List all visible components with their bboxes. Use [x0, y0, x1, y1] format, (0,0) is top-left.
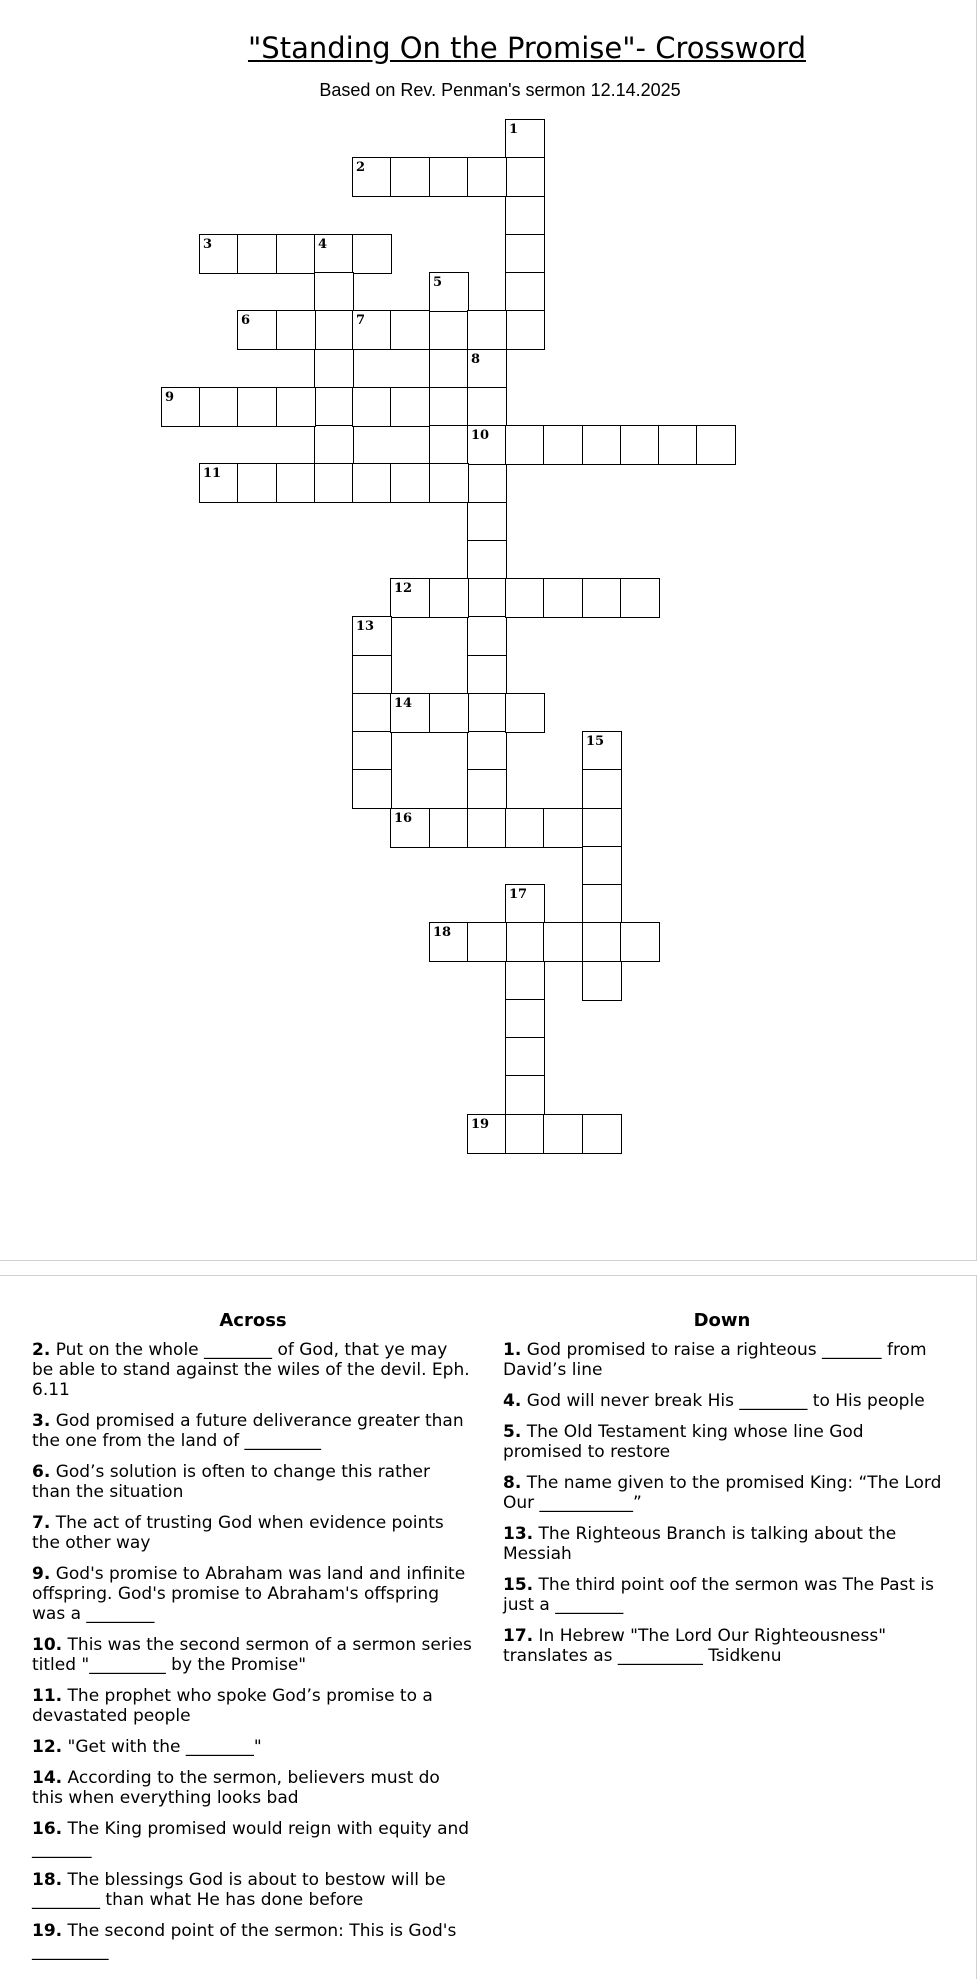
clue-number: 10 [471, 428, 490, 443]
crossword-cell[interactable] [505, 196, 545, 236]
crossword-cell[interactable] [467, 1114, 507, 1154]
crossword-cell[interactable] [467, 616, 507, 656]
crossword-cell[interactable] [429, 693, 469, 733]
down-clue-list [503, 1340, 948, 1677]
clue-number: 19 [471, 1117, 490, 1132]
clue-text: God will never break His ________ to His people [526, 1391, 925, 1411]
clue-number: 14 [394, 696, 413, 711]
page-title: "Standing On the Promise"- Crossword [247, 31, 807, 65]
crossword-cell[interactable] [161, 387, 201, 427]
crossword-cell[interactable] [505, 578, 545, 618]
crossword-cell[interactable] [505, 999, 545, 1039]
clue-text: The third point oof the sermon was The Past is just a ________ [503, 1575, 935, 1615]
down-clue [503, 1473, 948, 1513]
down-clue [503, 1626, 948, 1666]
crossword-cell[interactable] [237, 234, 277, 274]
clue-text: This was the second sermon of a sermon series titled "_________ by the Promise" [32, 1635, 472, 1675]
down-clue [503, 1575, 948, 1615]
crossword-cell[interactable] [314, 425, 354, 465]
down-clue [503, 1524, 948, 1564]
down-heading: Down [693, 1310, 751, 1331]
crossword-cell[interactable] [505, 119, 545, 159]
crossword-cell[interactable] [582, 961, 622, 1001]
crossword-cell[interactable] [467, 731, 507, 771]
clue-text: The prophet who spoke God’s promise to a devastated people [32, 1686, 433, 1726]
clue-text: The Righteous Branch is talking about the Messiah [503, 1524, 897, 1564]
across-clue [32, 1921, 472, 1961]
crossword-cell[interactable] [582, 769, 622, 809]
crossword-cell[interactable] [390, 808, 430, 848]
crossword-cell[interactable] [582, 808, 622, 848]
crossword-cell[interactable] [352, 157, 392, 197]
crossword-cell[interactable] [276, 234, 316, 274]
crossword-cell[interactable] [314, 272, 354, 312]
crossword-cell[interactable] [237, 387, 277, 427]
crossword-cell[interactable] [467, 387, 507, 427]
crossword-cell[interactable] [352, 234, 392, 274]
clue-text: Put on the whole ________ of God, that ye may be able to stand against the wiles of the devil. Eph. 6.11 [32, 1340, 470, 1400]
crossword-cell[interactable] [314, 349, 354, 389]
clue-number: 9. [32, 1564, 51, 1584]
crossword-cell[interactable] [467, 502, 507, 542]
crossword-cell[interactable] [314, 234, 354, 274]
clue-number: 13. [503, 1524, 534, 1544]
crossword-cell[interactable] [352, 731, 392, 771]
crossword-cell[interactable] [314, 387, 354, 427]
clue-number: 6 [241, 313, 251, 328]
crossword-cell[interactable] [582, 884, 622, 924]
crossword-cell[interactable] [505, 157, 545, 197]
crossword-cell[interactable] [582, 922, 622, 962]
crossword-cell[interactable] [467, 310, 507, 350]
down-clue [503, 1391, 948, 1411]
crossword-cell[interactable] [429, 463, 469, 503]
clue-number: 7 [356, 313, 366, 328]
crossword-cell[interactable] [390, 310, 430, 350]
crossword-cell[interactable] [467, 769, 507, 809]
crossword-cell[interactable] [505, 234, 545, 274]
crossword-cell[interactable] [467, 157, 507, 197]
crossword-cell[interactable] [390, 387, 430, 427]
down-clue [503, 1422, 948, 1462]
crossword-cell[interactable] [429, 808, 469, 848]
crossword-cell[interactable] [352, 310, 392, 350]
across-clue [32, 1768, 472, 1808]
crossword-cell[interactable] [505, 1037, 545, 1077]
crossword-cell[interactable] [199, 463, 239, 503]
crossword-cell[interactable] [390, 463, 430, 503]
clue-text: "Get with the ________" [67, 1737, 262, 1757]
across-clue [32, 1340, 472, 1400]
crossword-cell[interactable] [582, 731, 622, 771]
crossword-cell[interactable] [276, 463, 316, 503]
crossword-cell[interactable] [276, 387, 316, 427]
across-clue [32, 1686, 472, 1726]
crossword-cell[interactable] [505, 922, 545, 962]
down-clue [503, 1340, 948, 1380]
crossword-cell[interactable] [620, 425, 660, 465]
clue-number: 2. [32, 1340, 51, 1360]
crossword-cell[interactable] [390, 157, 430, 197]
clue-text: The act of trusting God when evidence points the other way [32, 1513, 444, 1553]
clue-number: 11 [203, 466, 222, 481]
clue-number: 12 [394, 581, 413, 596]
clue-number: 7. [32, 1513, 51, 1533]
crossword-cell[interactable] [505, 1114, 545, 1154]
crossword-cell[interactable] [276, 310, 316, 350]
crossword-cell[interactable] [467, 463, 507, 503]
crossword-cell[interactable] [467, 808, 507, 848]
across-clue [32, 1564, 472, 1624]
across-clue [32, 1635, 472, 1675]
clue-text: The King promised would reign with equity and _______ [32, 1819, 470, 1859]
crossword-cell[interactable] [237, 310, 277, 350]
crossword-cell[interactable] [352, 616, 392, 656]
clue-number: 10. [32, 1635, 63, 1655]
clue-number: 11. [32, 1686, 63, 1706]
crossword-cell[interactable] [505, 1075, 545, 1115]
crossword-cell[interactable] [543, 578, 583, 618]
across-clue [32, 1462, 472, 1502]
across-clue-list [32, 1340, 472, 1972]
clue-number: 9 [165, 390, 175, 405]
clue-number: 17 [509, 887, 528, 902]
crossword-cell[interactable] [543, 425, 583, 465]
crossword-cell[interactable] [505, 425, 545, 465]
crossword-cell[interactable] [582, 425, 622, 465]
across-clue [32, 1819, 472, 1859]
clue-number: 8 [471, 352, 481, 367]
crossword-cell[interactable] [467, 655, 507, 695]
crossword-cell[interactable] [696, 425, 736, 465]
crossword-cell[interactable] [658, 425, 698, 465]
crossword-cell[interactable] [352, 655, 392, 695]
clue-text: In Hebrew "The Lord Our Righteousness" translates as __________ Tsidkenu [503, 1626, 887, 1666]
crossword-cell[interactable] [390, 693, 430, 733]
clue-text: God’s solution is often to change this rather than the situation [32, 1462, 430, 1502]
crossword-cell[interactable] [505, 884, 545, 924]
crossword-cell[interactable] [314, 463, 354, 503]
crossword-cell[interactable] [467, 693, 507, 733]
clue-number: 3. [32, 1411, 51, 1431]
clue-text: According to the sermon, believers must do this when everything looks bad [32, 1768, 440, 1808]
clue-text: God promised a future deliverance greater than the one from the land of _________ [32, 1411, 464, 1451]
clue-text: The Old Testament king whose line God promised to restore [503, 1422, 864, 1462]
crossword-cell[interactable] [429, 387, 469, 427]
clue-text: God's promise to Abraham was land and infinite offspring. God's promise to Abraham's offspring was a ________ [32, 1564, 466, 1624]
crossword-cell[interactable] [505, 693, 545, 733]
clue-number: 6. [32, 1462, 51, 1482]
crossword-cell[interactable] [620, 578, 660, 618]
crossword-cell[interactable] [352, 769, 392, 809]
clue-text: God promised to raise a righteous _______ from David’s line [503, 1340, 927, 1380]
across-heading: Across [219, 1310, 287, 1331]
clue-number: 13 [356, 619, 375, 634]
clue-number: 8. [503, 1473, 522, 1493]
crossword-cell[interactable] [543, 922, 583, 962]
crossword-cell[interactable] [429, 922, 469, 962]
crossword-cell[interactable] [199, 234, 239, 274]
crossword-cell[interactable] [390, 578, 430, 618]
crossword-cell[interactable] [429, 578, 469, 618]
clue-number: 15 [586, 734, 605, 749]
clue-number: 15. [503, 1575, 534, 1595]
clue-number: 4 [318, 237, 328, 252]
clue-number: 16 [394, 811, 413, 826]
crossword-cell[interactable] [352, 463, 392, 503]
crossword-cell[interactable] [543, 808, 583, 848]
crossword-cell[interactable] [505, 808, 545, 848]
clue-number: 18 [433, 925, 452, 940]
clue-number: 5. [503, 1422, 522, 1442]
crossword-cell[interactable] [429, 425, 469, 465]
clue-number: 3 [203, 237, 213, 252]
clue-text: The blessings God is about to bestow will be ________ than what He has done before [32, 1870, 446, 1910]
crossword-cell[interactable] [582, 846, 622, 886]
crossword-cell[interactable] [429, 272, 469, 312]
crossword-cell[interactable] [314, 310, 354, 350]
across-clue [32, 1737, 472, 1757]
clue-number: 1 [509, 122, 519, 137]
crossword-cell[interactable] [505, 961, 545, 1001]
clue-number: 19. [32, 1921, 63, 1941]
crossword-cell[interactable] [352, 693, 392, 733]
clue-number: 14. [32, 1768, 63, 1788]
clue-number: 16. [32, 1819, 63, 1839]
crossword-cell[interactable] [467, 922, 507, 962]
crossword-cell[interactable] [467, 349, 507, 389]
crossword-cell[interactable] [199, 387, 239, 427]
crossword-cell[interactable] [620, 922, 660, 962]
crossword-cell[interactable] [352, 387, 392, 427]
across-clue [32, 1513, 472, 1553]
clue-number: 2 [356, 160, 366, 175]
crossword-cell[interactable] [582, 578, 622, 618]
clue-text: The name given to the promised King: “The Lord Our ___________” [503, 1473, 942, 1513]
clue-number: 4. [503, 1391, 522, 1411]
across-clue [32, 1411, 472, 1451]
crossword-cell[interactable] [237, 463, 277, 503]
crossword-cell[interactable] [467, 425, 507, 465]
across-clue [32, 1870, 472, 1910]
crossword-cell[interactable] [505, 310, 545, 350]
crossword-cell[interactable] [429, 157, 469, 197]
page-subtitle: Based on Rev. Penman's sermon 12.14.2025 [319, 80, 681, 100]
clue-number: 18. [32, 1870, 63, 1890]
clue-number: 12. [32, 1737, 63, 1757]
crossword-cell[interactable] [429, 349, 469, 389]
clue-number: 5 [433, 275, 443, 290]
crossword-cell[interactable] [505, 272, 545, 312]
clue-number: 17. [503, 1626, 534, 1646]
crossword-cell[interactable] [543, 1114, 583, 1154]
crossword-cell[interactable] [467, 540, 507, 580]
clue-number: 1. [503, 1340, 522, 1360]
crossword-cell[interactable] [582, 1114, 622, 1154]
crossword-cell[interactable] [467, 578, 507, 618]
clue-text: The second point of the sermon: This is God's _________ [32, 1921, 457, 1961]
